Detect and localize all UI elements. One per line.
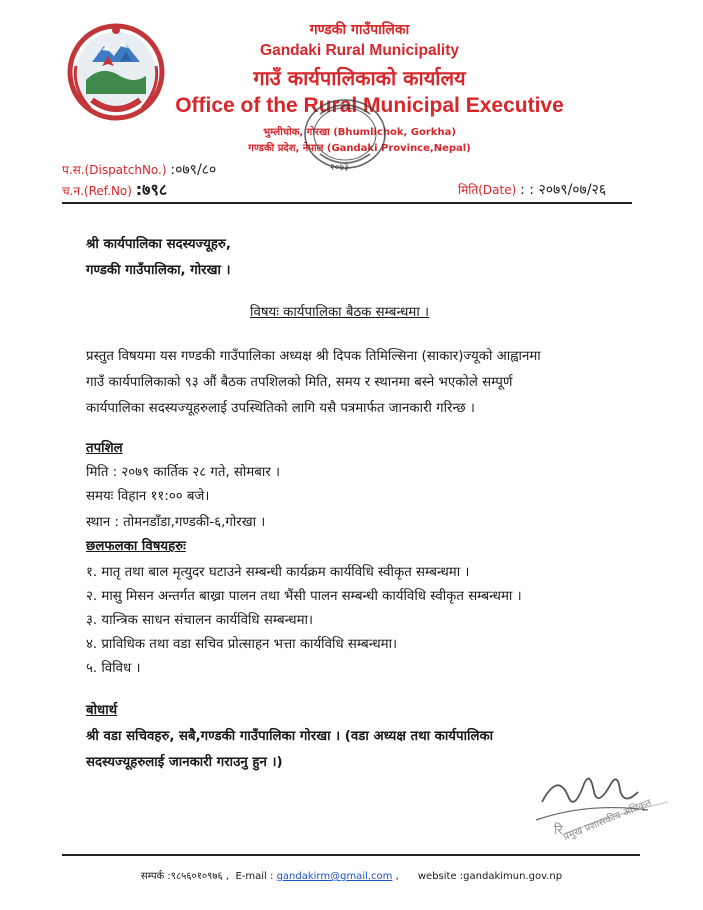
ref-value: :७९८ [135,180,168,199]
agenda-item: ३. यान्त्रिक साधन संचालन कार्यविधि सम्बन्धमा। [86,613,314,628]
date-value: : : २०७९/०७/२६ [520,182,607,198]
details-heading: तपशिल [86,441,123,456]
body-line-1: प्रस्तुत विषयमा यस गण्डकी गाउँपालिका अध्यक्ष श्री दिपक तिमिल्सिना (साकार)ज्यूको आह्वानमा [86,349,541,364]
dispatch-value: :०७९/८० [170,162,217,178]
stamp-year: २०७३ [330,163,349,173]
body-line-3: कार्यपालिका सदस्यज्यूहरुलाई उपस्थितिको लागि यसै पत्रमार्फत जानकारी गरिन्छ । [86,401,475,416]
agenda-item: ४. प्राविधिक तथा वडा सचिव प्रोत्साहन भत्ता कार्यविधि सम्बन्धमा। [86,637,398,652]
website-label: website : [417,871,464,882]
agenda-item: २. मासु मिसन अन्तर्गत बाख्रा पालन तथा भैंसी पालन सम्बन्धी कार्यविधि स्वीकृत सम्बन्धमा । [86,589,522,604]
footer-contact: सम्पर्क :९८५६०१०९७६ , E-mail : gandakirm@gmail.com , website :gandakimun.gov.np [140,871,563,882]
office-name-en: Office of the Rural Municipal Executive [175,94,564,117]
cc-line-2: सदस्यज्यूहरुलाई जानकारी गराउनु हुन ।) [86,755,283,770]
municipality-name-en: Gandaki Rural Municipality [260,42,459,59]
agenda-item: १. मातृ तथा बाल मृत्युदर घटाउने सम्बन्धी कार्यक्रम कार्यविधि स्वीकृत सम्बन्धमा । [86,565,470,580]
body-line-2: गाउँ कार्यपालिकाको ९३ औं बैठक तपशिलको मिति, समय र स्थानमा बस्ने भएकोले सम्पूर्ण [86,375,513,390]
ref-label: च.न.(Ref.No) [62,184,132,198]
subject-line: विषयः कार्यपालिका बैठक सम्बन्धमा । [250,305,430,320]
email-link[interactable]: gandakirm@gmail.com [276,871,393,882]
header-divider [62,202,632,204]
letter-date [458,180,606,199]
recipient-line-2: गण्डकी गाउँपालिका, गोरखा । [86,263,231,278]
meeting-place: स्थान : तोमनडाँडा,गण्डकी-६,गोरखा । [86,515,266,530]
recipient-line-1: श्री कार्यपालिका सदस्यज्यूहरु, [86,237,231,252]
office-name-np: गाउँ कार्यपालिकाको कार्यालय [253,66,466,90]
dispatch-number [62,160,216,179]
official-name-stamp: रि [554,823,563,838]
website-link[interactable]: gandakimun.gov.np [463,871,563,882]
meeting-time: समयः विहान ११:०० बजे। [86,489,210,504]
meeting-date: मिति : २०७९ कार्तिक २८ गते, सोमबार । [86,465,281,480]
agenda-heading: छलफलका विषयहरुः [86,539,186,554]
dispatch-label: प.स.(DispatchNo.) [62,163,167,177]
cc-heading: बोधार्थ [86,703,118,718]
address-line-1: भुम्लीचोक, गोरखा (Bhumlichok, Gorkha) [263,127,456,138]
address-line-2: गण्डकी प्रदेश, नेपाल (Gandaki Province,Nepal) [248,143,471,154]
signature-mark [528,762,678,840]
date-label: मिति(Date) [458,183,517,197]
contact-label: सम्पर्क : [140,871,171,882]
email-label: E-mail : [235,871,274,882]
footer-divider [62,854,640,856]
agenda-item: ५. विविध । [86,661,141,676]
official-title-stamp: प्रमुख प्रशासकीय अधिकृत [561,797,654,844]
phone-number: ९८५६०१०९७६ [170,871,223,882]
municipality-name-np: गण्डकी गाउँपालिका [309,22,410,38]
reference-number [62,178,167,200]
cc-line-1: श्री वडा सचिवहरु, सबै,गण्डकी गाउँपालिका गोरखा । (वडा अध्यक्ष तथा कार्यपालिका [86,729,494,744]
